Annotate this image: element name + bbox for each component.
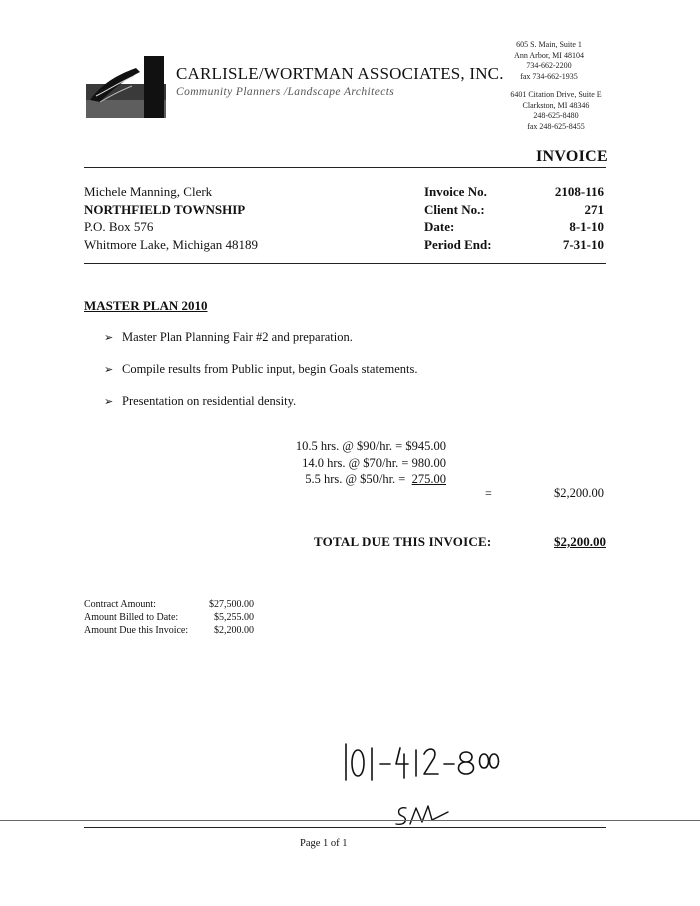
amount-due-this-invoice: $2,200.00	[214, 625, 254, 636]
summary-label: Contract Amount:	[84, 599, 156, 610]
task-item	[104, 330, 353, 345]
company-name: CARLISLE/WORTMAN ASSOCIATES, INC.	[176, 64, 504, 83]
equals-sign: =	[485, 486, 492, 500]
bill-to-block	[84, 183, 258, 253]
meta-label: Client No.:	[424, 201, 485, 217]
address-line: 6401 Citation Drive, Suite E	[510, 90, 602, 99]
arrow-bullet-icon: ➢	[104, 364, 114, 376]
header-divider	[84, 167, 606, 168]
charge-line-text: 5.5 hrs. @ $50/hr. =	[305, 472, 412, 486]
footer-divider	[84, 827, 606, 828]
office-address-ann-arbor	[500, 40, 598, 82]
company-logo	[86, 56, 166, 118]
invoice-number: 2108-116	[554, 184, 604, 199]
contract-summary-values	[196, 598, 254, 637]
bill-to-address-line: Whitmore Lake, Michigan 48189	[84, 236, 259, 252]
contract-summary-labels	[84, 598, 188, 637]
summary-label: Amount Billed to Date:	[84, 612, 179, 623]
task-item	[104, 362, 417, 377]
total-due-amount: $2,200.00	[554, 534, 606, 549]
invoice-meta-values	[540, 183, 604, 253]
invoice-title: INVOICE	[536, 148, 609, 165]
meta-label: Date:	[424, 219, 455, 234]
task-text: Presentation on residential density.	[122, 394, 297, 408]
address-line: Clarkston, MI 48346	[522, 100, 590, 110]
address-line: Ann Arbor, MI 48104	[514, 50, 584, 60]
arrow-bullet-icon: ➢	[104, 396, 114, 408]
charge-line-amount: 275.00	[411, 472, 446, 486]
office-address-clarkston	[500, 90, 612, 132]
bill-to-contact: Michele Manning, Clerk	[84, 184, 213, 199]
charge-line: 10.5 hrs. @ $90/hr. = $945.00	[295, 439, 446, 453]
address-line: fax 248-625-8455	[527, 121, 585, 131]
billing-divider	[84, 263, 606, 264]
scan-edge-line	[0, 820, 700, 821]
address-line: 248-625-8480	[533, 111, 579, 120]
total-due-label: TOTAL DUE THIS INVOICE:	[314, 534, 492, 549]
bill-to-address-line: P.O. Box 576	[84, 219, 154, 234]
subtotal-amount: $2,200.00	[554, 486, 604, 500]
meta-label: Period End:	[424, 236, 492, 252]
project-title: MASTER PLAN 2010	[84, 298, 208, 313]
page-number: Page 1 of 1	[300, 838, 348, 849]
company-tagline: Community Planners /Landscape Architects	[176, 86, 395, 98]
client-number: 271	[584, 201, 604, 217]
meta-label: Invoice No.	[424, 184, 487, 199]
bill-to-organization: NORTHFIELD TOWNSHIP	[84, 201, 246, 217]
handwritten-account-number	[340, 740, 500, 784]
contract-amount: $27,500.00	[209, 599, 254, 610]
address-line: 605 S. Main, Suite 1	[516, 40, 582, 49]
arrow-bullet-icon: ➢	[104, 332, 114, 344]
summary-label: Amount Due this Invoice:	[84, 625, 189, 636]
task-text: Master Plan Planning Fair #2 and preparation.	[122, 330, 353, 344]
handwritten-initials	[392, 800, 452, 830]
amount-billed-to-date: $5,255.00	[214, 612, 254, 623]
hours-calculation	[282, 438, 446, 488]
address-line: fax 734-662-1935	[520, 71, 578, 81]
task-text: Compile results from Public input, begin Goals statements.	[122, 362, 418, 376]
invoice-meta-labels	[424, 183, 492, 253]
address-line: 734-662-2200	[526, 61, 572, 70]
charge-line: 14.0 hrs. @ $70/hr. = 980.00	[302, 455, 446, 470]
invoice-date: 8-1-10	[569, 219, 604, 234]
task-item	[104, 394, 296, 409]
period-end: 7-31-10	[562, 236, 604, 252]
charge-line	[282, 471, 446, 488]
